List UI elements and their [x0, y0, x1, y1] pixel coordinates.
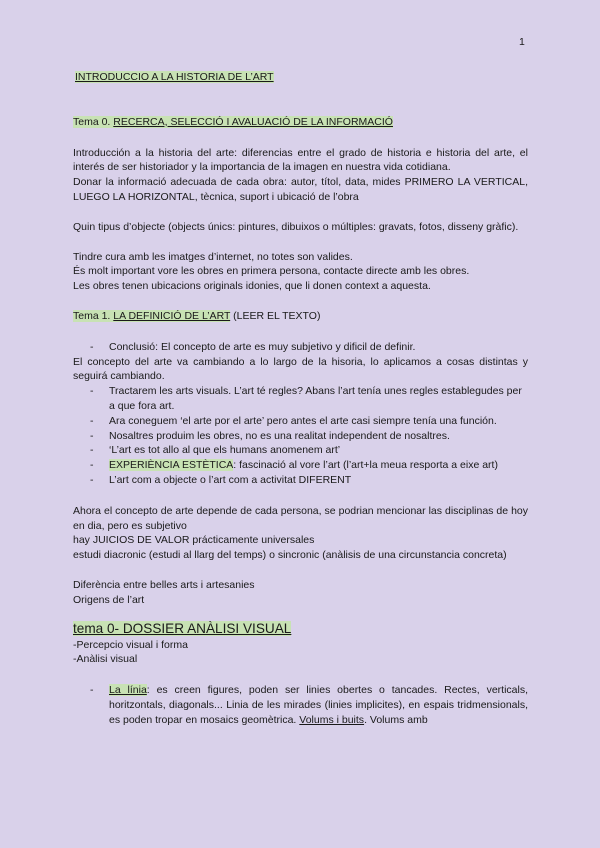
- tema0-heading: [73, 115, 528, 130]
- tema1-bullets: [73, 384, 528, 488]
- page-number: 1: [519, 36, 525, 48]
- list-item: - Tractarem les arts visuals. L’art té regles? Abans l’art tenía unes regles establegudes per a que fora art.: [73, 384, 528, 414]
- dossier-title: tema 0- DOSSIER ANÀLISI VISUAL: [73, 620, 292, 636]
- main-title: [73, 70, 528, 85]
- list-item: - L’art com a objecte o l’art com a activitat DIFERENT: [73, 473, 528, 488]
- list-item: - Ara coneguem ‘el arte por el arte’ pero antes el arte casi siempre tenía una función.: [73, 414, 528, 429]
- experiencia-text: : fascinació al vore l’art (l’art+la meua resporta a eixe art): [233, 459, 498, 472]
- tema0-note-2: És molt important vore les obres en primera persona, contacte directe amb les obres.: [73, 265, 470, 278]
- list-item-experiencia: [73, 458, 528, 473]
- tema1-para-ahora: Ahora el concepto de arte depende de cada persona, se podrian mencionar las disciplinas de hoy en dia, pero es subjetivo: [73, 504, 528, 532]
- tema0-intro-1: Introducción a la historia del arte: diferencias entre el grado de historia e historia del arte, el interés de ser historiador y la importancia de la imagen en nuestra vida cotidiana.: [73, 146, 528, 174]
- dossier-bullets: [73, 683, 528, 727]
- tema1-title: LA DEFINICIÓ DE L’ART: [113, 309, 231, 322]
- tema1-origens: Origens de l’art: [73, 593, 145, 606]
- tema1-prefix: Tema 1.: [73, 309, 114, 322]
- dossier-line-2: -Anàlisi visual: [73, 653, 138, 666]
- linia-label: La línia: [109, 684, 147, 697]
- list-item: - ‘L’art es tot allo al que els humans anomenem art’: [73, 443, 528, 458]
- volums-label: Volums i buits: [299, 713, 365, 726]
- list-item: - Nosaltres produim les obres, no es una realitat independent de nosaltres.: [73, 429, 528, 444]
- tema1-suffix: (LEER EL TEXTO): [230, 309, 321, 322]
- list-item: - Conclusió: El concepto de arte es muy subjetivo y dificil de definir.: [73, 340, 528, 355]
- tema1-heading: [73, 309, 528, 324]
- volums-text: . Volums amb: [364, 713, 428, 726]
- tema0-intro-2: Donar la informació adecuada de cada obra: autor, títol, data, mides PRIMERO LA VERTICAL, LUEGO LA HORIZONTAL, tècnica, suport i ubicació de l’obra: [73, 176, 528, 203]
- tema1-juicios: hay JUICIOS DE VALOR prácticamente universales: [73, 534, 315, 547]
- tema1-conclusion-list: [73, 340, 528, 355]
- tema0-intro-3: Quin tipus d’objecte (objects únics: pintures, dibuixos o múltiples: gravats, fotos, disseny gràfic).: [73, 220, 519, 233]
- tema0-note-3: Les obres tenen ubicacions originals idonies, que li donen context a aquesta.: [73, 280, 431, 293]
- tema0-prefix: Tema 0.: [73, 115, 114, 128]
- tema1-paragraph: El concepto del arte va cambiando a lo largo de la hisoria, lo aplicamos a cosas distintas y seguirá cambiando.: [73, 355, 528, 383]
- tema1-para-estudi: estudi diacronic (estudi al llarg del temps) o sincronic (anàlisis de una circunstancia concreta): [73, 549, 507, 562]
- main-title-text: INTRODUCCIO A LA HISTORIA DE L’ART: [75, 71, 274, 83]
- linia-text: : es creen figures, poden ser linies obertes o tancades. Rectes, verticals, horitzontals, diagonals... Linia de les mirades (linies implicites), en espais tridmensionals, es poden tropar en mosaics geomètrica.: [109, 684, 528, 726]
- experiencia-label: EXPERIÈNCIA ESTÈTICA: [109, 459, 234, 472]
- list-item-linia: [73, 683, 528, 727]
- document-body: [73, 70, 528, 728]
- dossier-heading: [73, 620, 528, 638]
- tema0-note-1: Tindre cura amb les imatges d’internet, no totes son valides.: [73, 250, 353, 263]
- tema1-diferencia: Diferència entre belles arts i artesanies: [73, 578, 255, 591]
- dossier-line-1: -Percepcio visual i forma: [73, 638, 188, 651]
- tema0-title: RECERCA, SELECCIÓ I AVALUACIÓ DE LA INFORMACIÓ: [113, 115, 393, 128]
